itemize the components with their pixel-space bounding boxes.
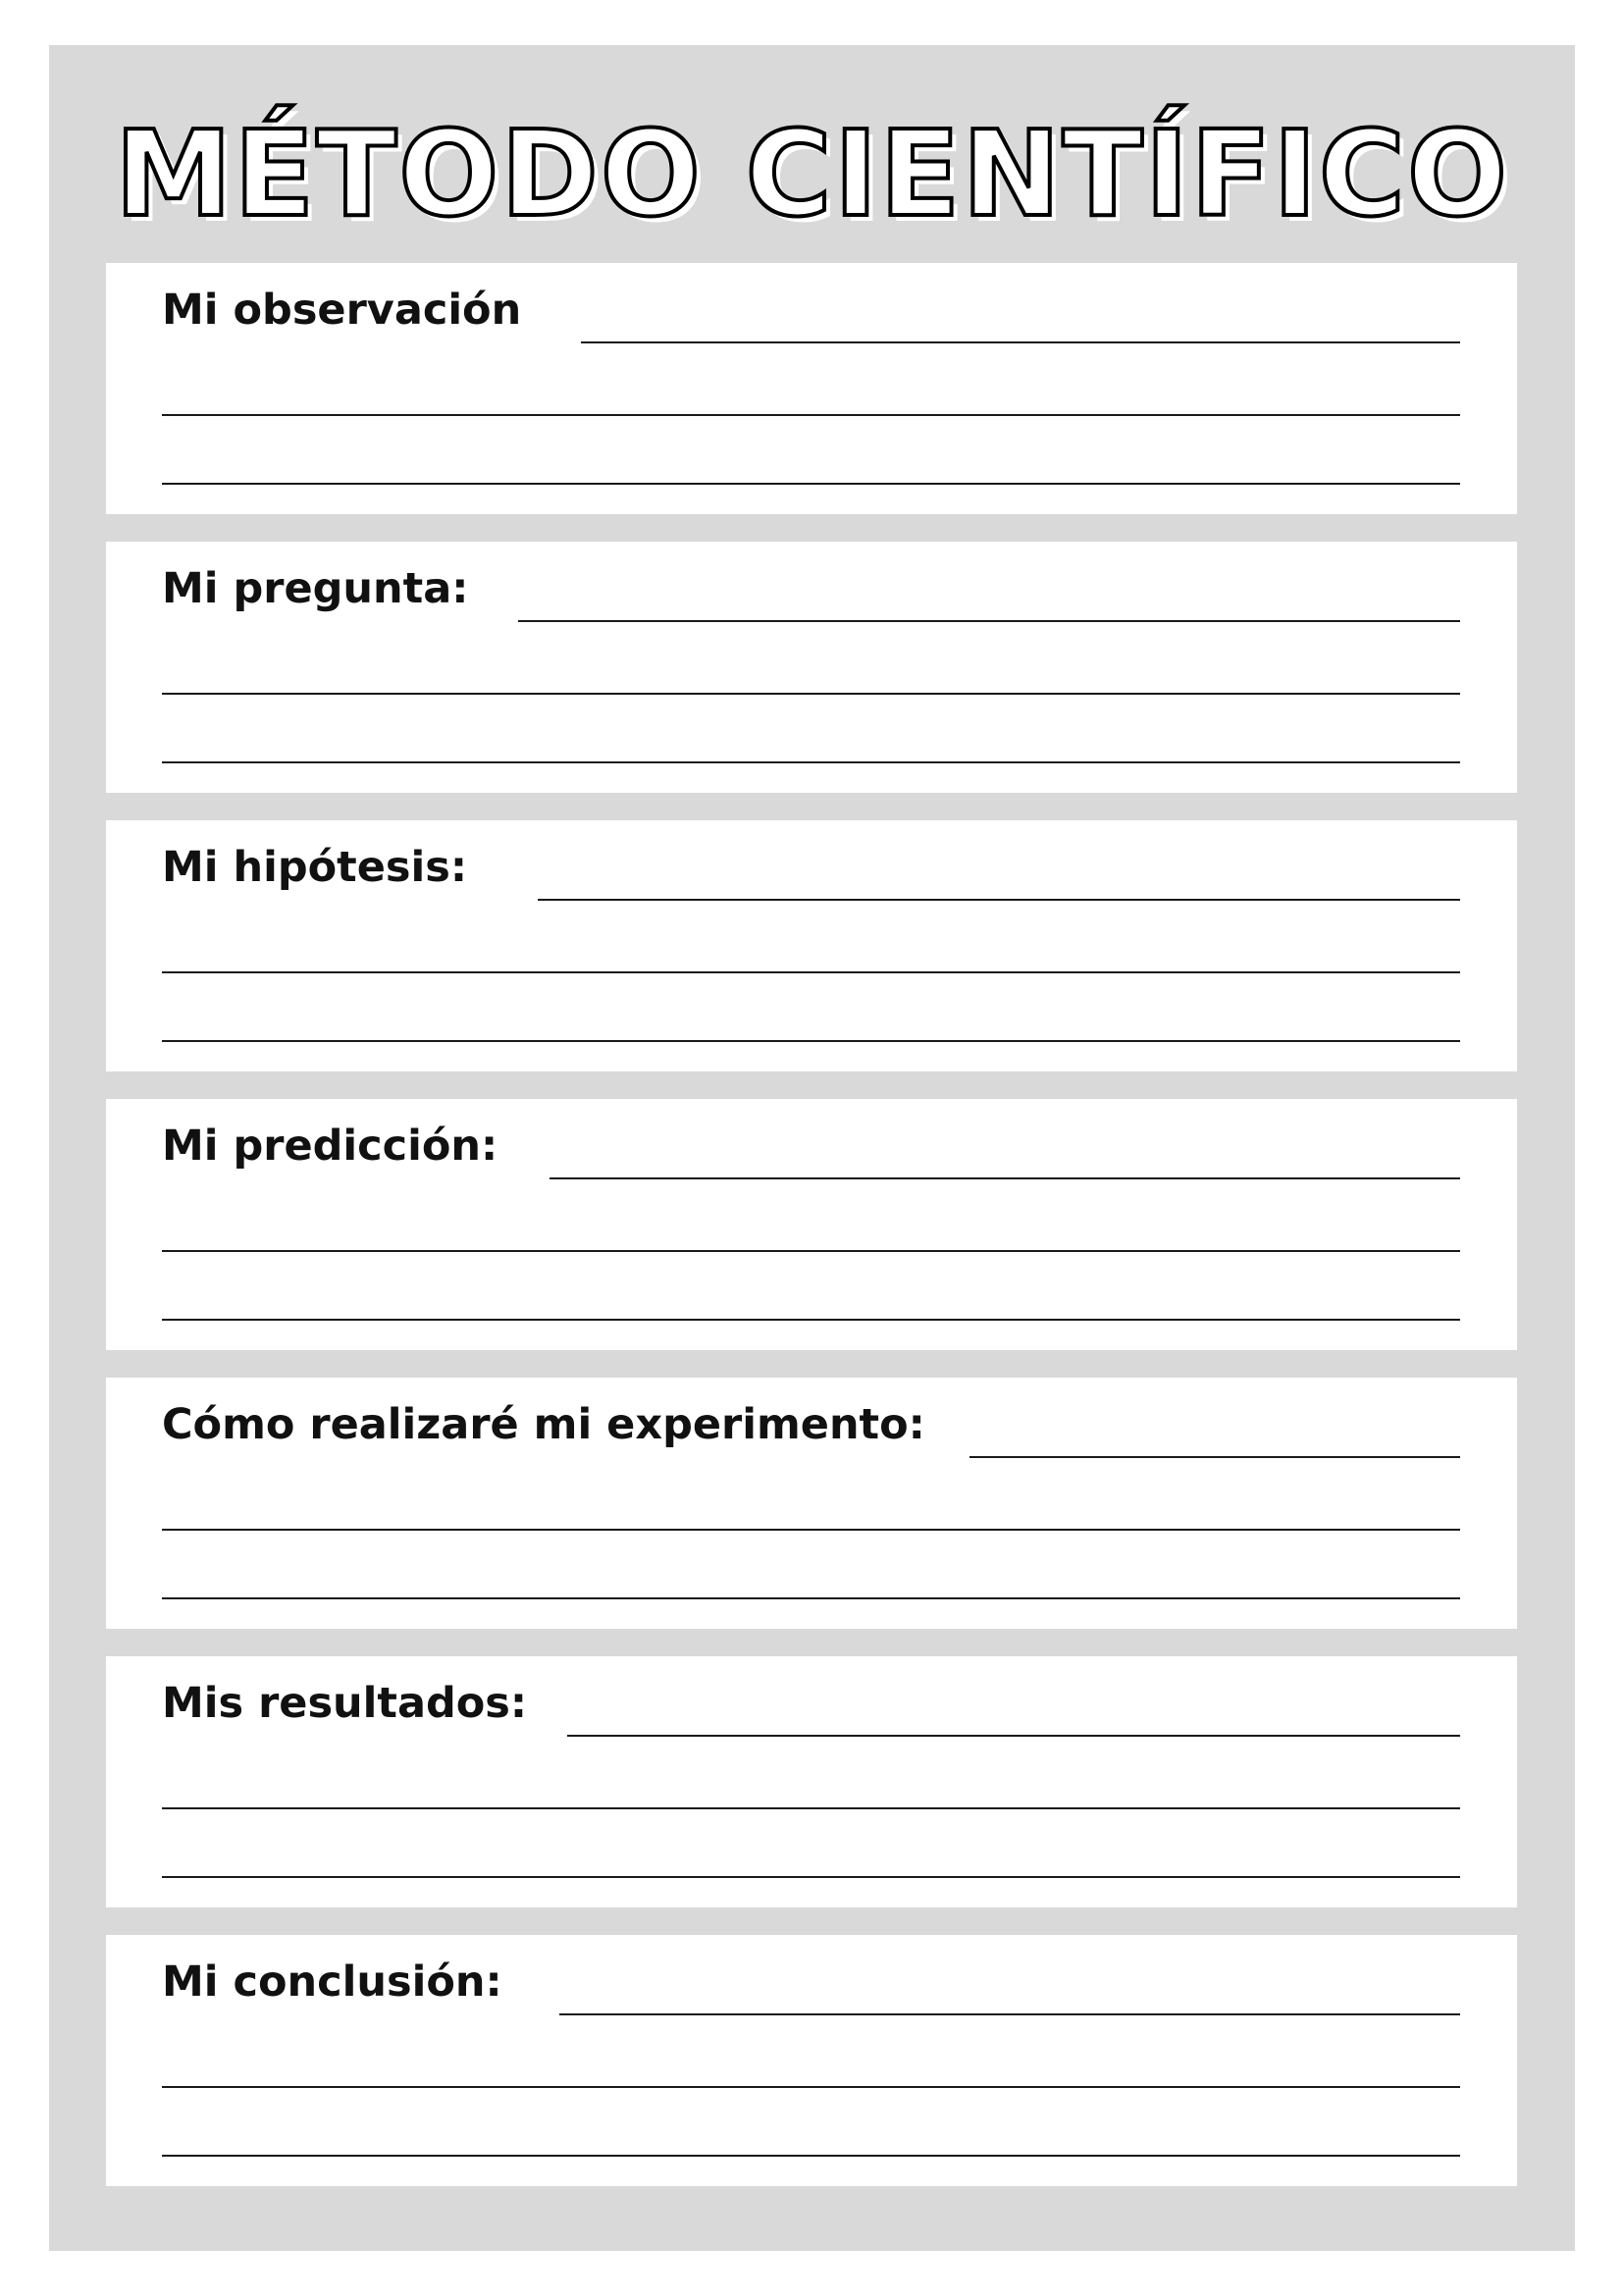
writing-line[interactable]	[162, 1807, 1460, 1809]
section-label-pregunta: Mi pregunta:	[162, 564, 469, 613]
worksheet-title: MÉTODO CIENTÍFICO	[115, 107, 1509, 243]
writing-line[interactable]	[162, 1040, 1460, 1042]
section-label-hipotesis: Mi hipótesis:	[162, 843, 468, 892]
writing-line[interactable]	[567, 1735, 1460, 1737]
section-resultados	[106, 1656, 1517, 1907]
writing-line[interactable]	[162, 761, 1460, 763]
section-label-resultados: Mis resultados:	[162, 1679, 528, 1728]
section-conclusion	[106, 1935, 1517, 2186]
writing-line[interactable]	[162, 1529, 1460, 1531]
section-label-prediccion: Mi predicción:	[162, 1122, 498, 1171]
writing-line[interactable]	[518, 620, 1460, 622]
section-label-experimento: Cómo realizaré mi experimento:	[162, 1400, 925, 1449]
section-label-observacion: Mi observación	[162, 286, 522, 335]
section-label-conclusion: Mi conclusión:	[162, 1957, 502, 2007]
section-experimento	[106, 1378, 1517, 1629]
writing-line[interactable]	[162, 2155, 1460, 2157]
writing-line[interactable]	[162, 1250, 1460, 1252]
section-pregunta	[106, 542, 1517, 793]
writing-line[interactable]	[162, 971, 1460, 973]
writing-line[interactable]	[538, 899, 1460, 901]
writing-line[interactable]	[162, 483, 1460, 485]
writing-line[interactable]	[559, 2013, 1460, 2015]
writing-line[interactable]	[162, 693, 1460, 695]
writing-line[interactable]	[162, 414, 1460, 416]
writing-line[interactable]	[162, 2086, 1460, 2088]
section-observacion	[106, 263, 1517, 514]
worksheet-frame	[49, 45, 1575, 2251]
writing-line[interactable]	[581, 341, 1460, 343]
writing-line[interactable]	[162, 1597, 1460, 1599]
section-hipotesis	[106, 820, 1517, 1071]
section-prediccion	[106, 1099, 1517, 1350]
writing-line[interactable]	[162, 1876, 1460, 1878]
writing-line[interactable]	[550, 1177, 1460, 1179]
writing-line[interactable]	[969, 1456, 1460, 1458]
writing-line[interactable]	[162, 1319, 1460, 1321]
